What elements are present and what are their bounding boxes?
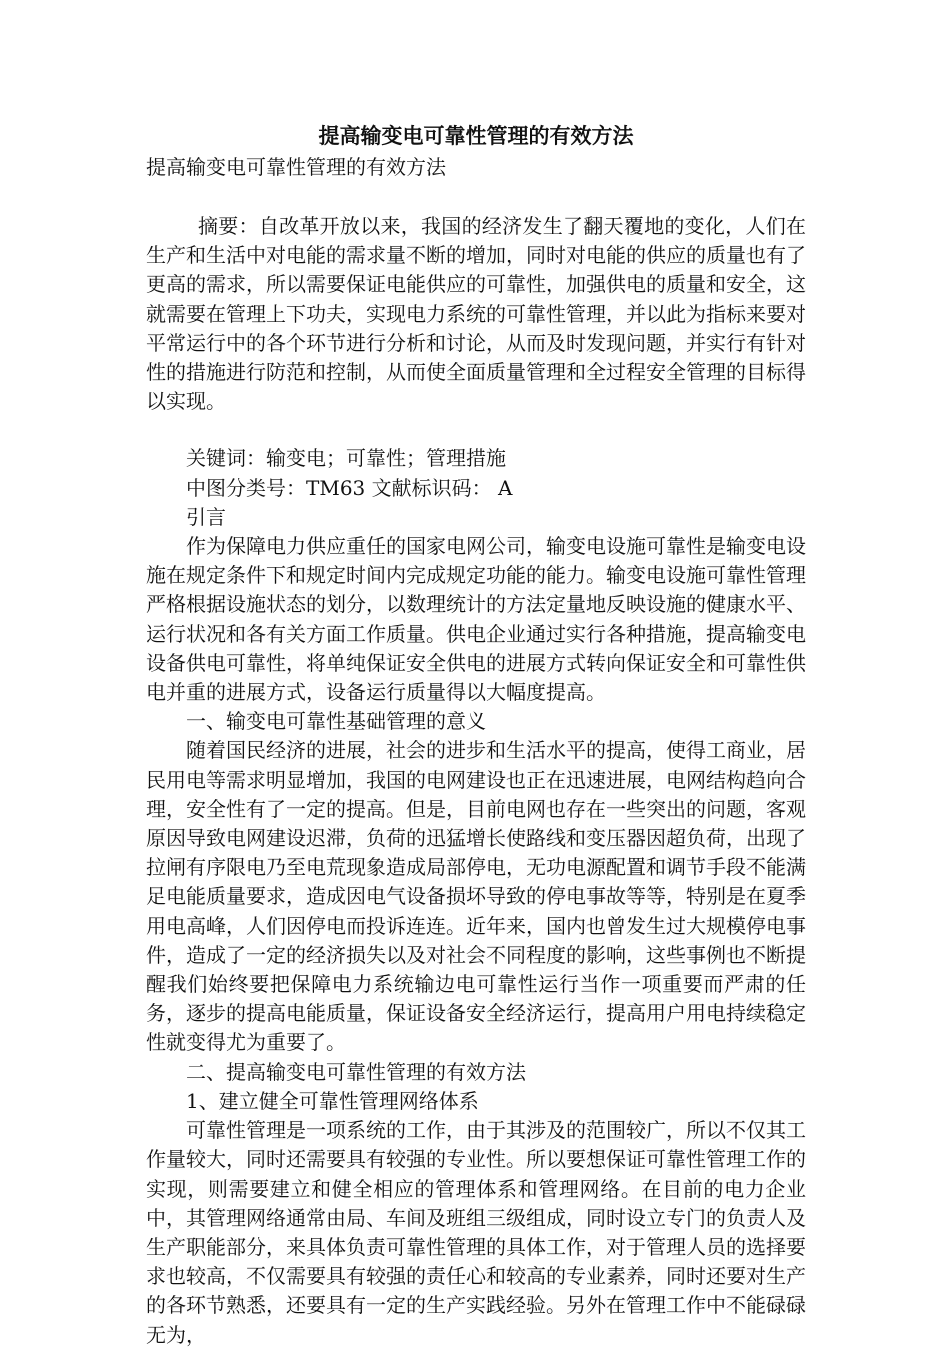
document-subtitle: 提高输变电可靠性管理的有效方法 <box>146 155 446 179</box>
subsection1-heading: 1、建立健全可靠性管理网络体系 <box>186 1088 479 1113</box>
document-title: 提高输变电可靠性管理的有效方法 <box>318 123 634 148</box>
keywords-line: 关键词：输变电；可靠性；管理措施 <box>186 446 506 471</box>
section2-heading: 二、提高输变电可靠性管理的有效方法 <box>186 1059 526 1084</box>
intro-paragraph: 作为保障电力供应重任的国家电网公司，输变电设施可靠性是输变电设施在规定条件下和规定时间内完成规定功能的能力。输变电设施可靠性管理严格根据设施状态的划分，以数理统计的方法定量地反映设施的健康水平、运行状况和各有关方面工作质量。供电企业通过实行各种措施，提高输变电设备供电可靠性，将单纯保证安全供电的进展方式转向保证安全和可靠性供电并重的进展方式，设备运行质量得以大幅度提高。 <box>146 534 806 705</box>
section1-paragraph: 随着国民经济的进展，社会的进步和生活水平的提高，使得工商业，居民用电等需求明显增加，我国的电网建设也正在迅速进展，电网结构趋向合理，安全性有了一定的提高。但是，目前电网也存在一些突出的问题，客观原因导致电网建设迟滞，负荷的迅猛增长使路线和变压器因超负荷，出现了拉闸有序限电乃至电荒现象造成局部停电，无功电源配置和调节手段不能满足电能质量要求，造成因电气设备损坏导致的停电事故等等，特别是在夏季用电高峰，人们因停电而投诉连连。近年来，国内也曾发生过大规模停电事件，造成了一定的经济损失以及对社会不同程度的影响，这些事例也不断提醒我们始终要把保障电力系统输边电可靠性运行当作一项重要而严肃的任务，逐步的提高电能质量，保证设备安全经济运行，提高用户用电持续稳定性就变得尤为重要了。 <box>146 738 806 1055</box>
classification-line: 中图分类号：TM63 文献标识码： A <box>186 475 513 500</box>
intro-heading: 引言 <box>186 504 226 529</box>
subsection1-paragraph: 可靠性管理是一项系统的工作，由于其涉及的范围较广，所以不仅其工作量较大，同时还需要具有较强的专业性。所以要想保证可靠性管理工作的实现，则需要建立和健全相应的管理体系和管理网络。在目前的电力企业中，其管理网络通常由局、车间及班组三级组成，同时设立专门的负责人及生产职能部分，来具体负责可靠性管理的具体工作，对于管理人员的选择要求也较高，不仅需要具有较强的责任心和较高的专业素养，同时还要对生产的各环节熟悉，还要具有一定的生产实践经验。另外在管理工作中不能碌碌无为， <box>146 1118 806 1347</box>
abstract-paragraph: 摘要：自改革开放以来，我国的经济发生了翻天覆地的变化，人们在生产和生活中对电能的需求量不断的增加，同时对电能的供应的质量也有了更高的需求，所以需要保证电能供应的可靠性，加强供电的质量和安全，这就需要在管理上下功夫，实现电力系统的可靠性管理，并以此为指标来要对平常运行中的各个环节进行分析和讨论，从而及时发现问题，并实行有针对性的措施进行防范和控制，从而使全面质量管理和全过程安全管理的目标得以实现。 <box>146 214 806 414</box>
document-page <box>146 120 806 1350</box>
section1-heading: 一、输变电可靠性基础管理的意义 <box>186 709 486 734</box>
